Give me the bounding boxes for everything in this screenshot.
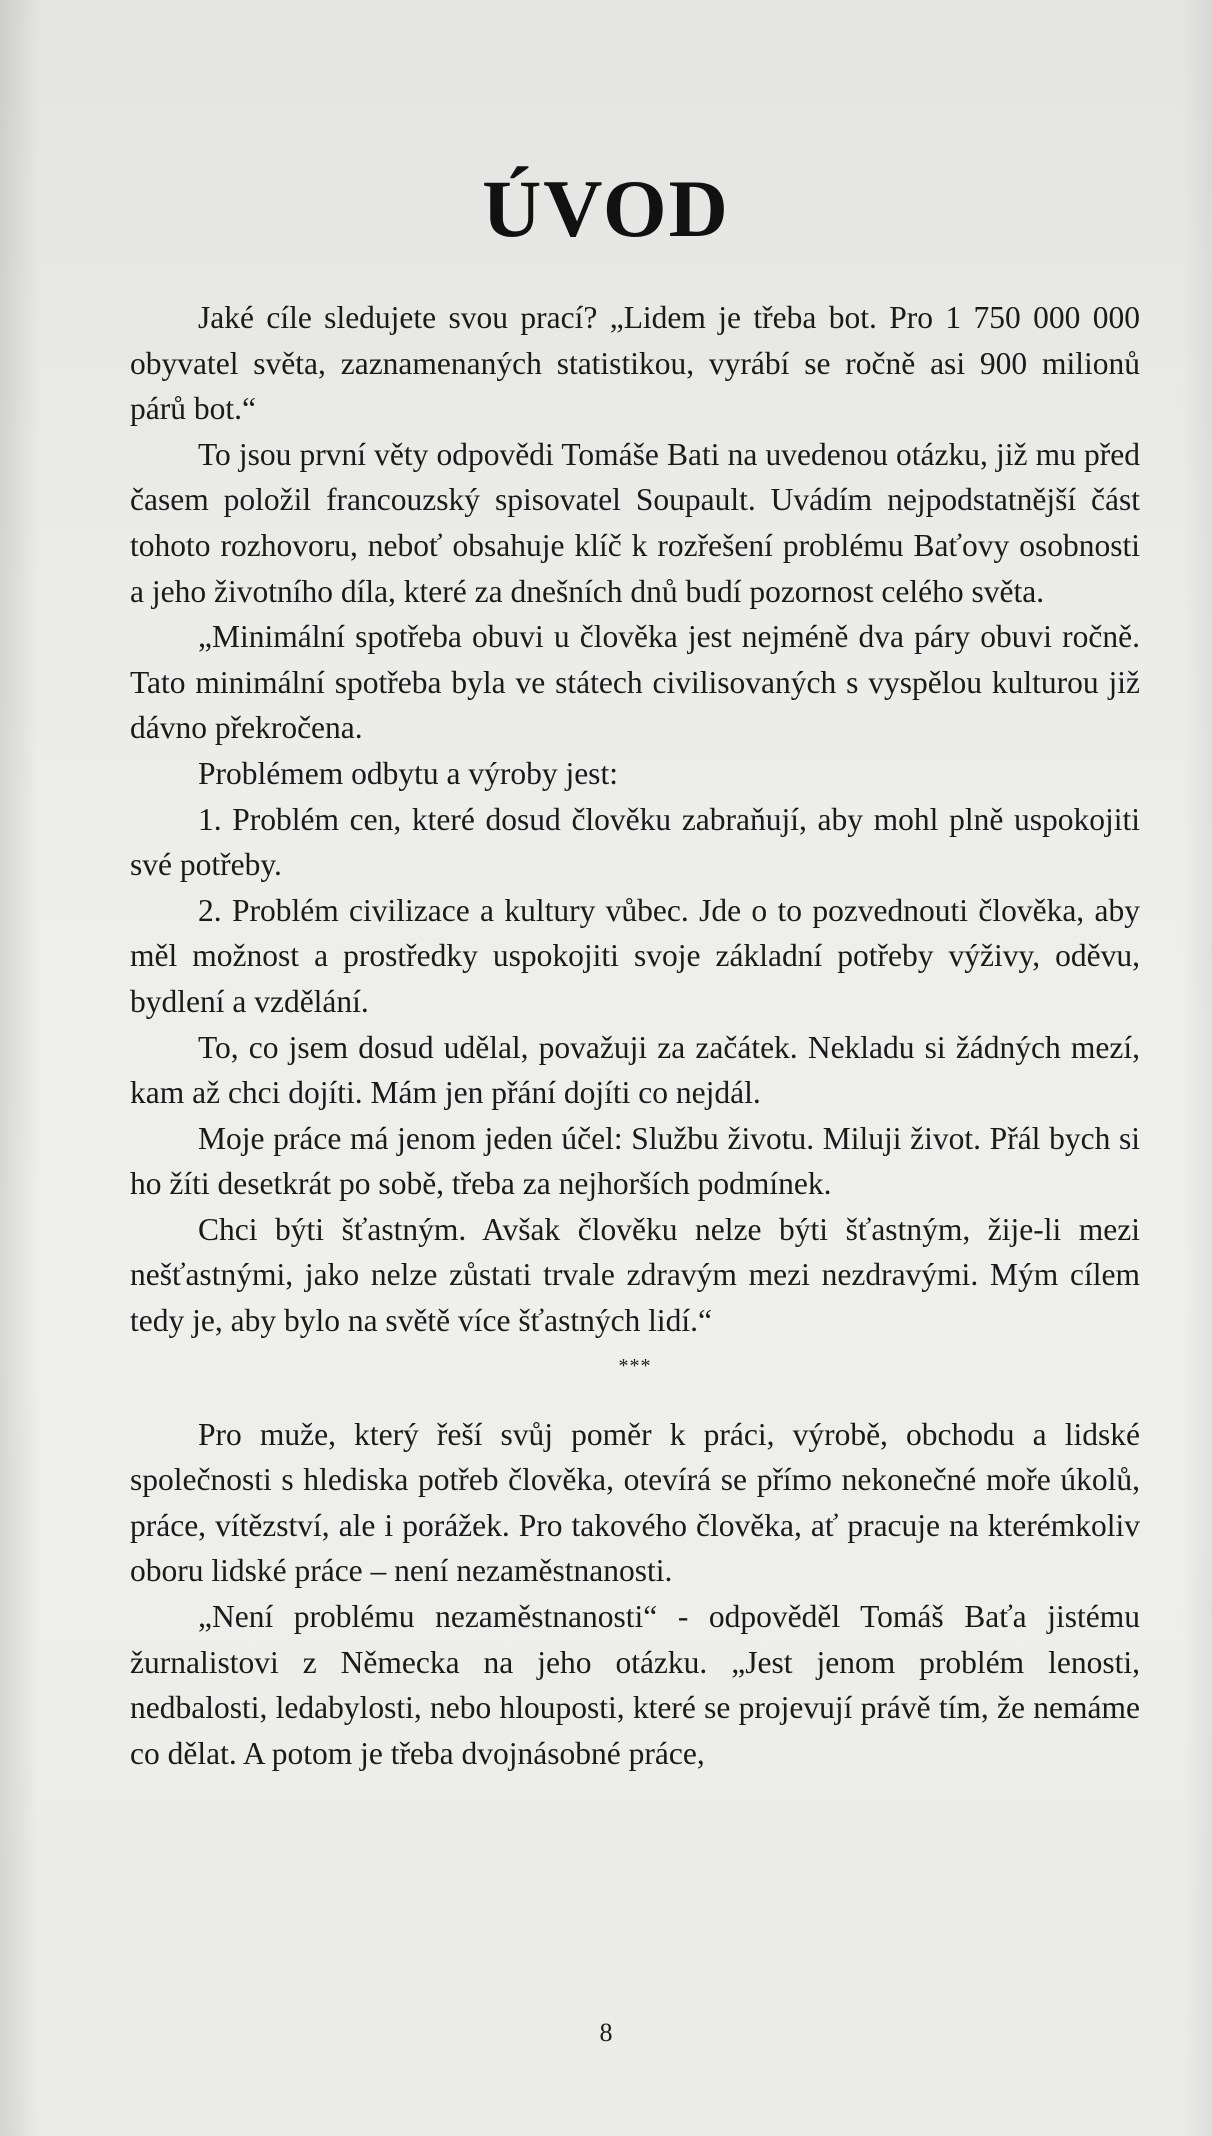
chapter-title: ÚVOD [482,163,730,254]
page-body [130,295,1140,1776]
paragraph: Problémem odbytu a výroby jest: [198,755,618,791]
paragraph: Pro muže, který řeší svůj poměr k práci, výrobě, obchodu a lidské společnosti s hlediska potřeb člověka, otevírá se přímo nekonečné moře úkolů, práce, vítězství, ale i porážek. Pro takového člověka, ať pracuje na kterémkoliv oboru lidské práce – není nezaměstnanosti. [130,1416,1140,1589]
paragraph: To jsou první věty odpovědi Tomáše Bati na uvedenou otázku, již mu před časem položil francouzský spisovatel Soupault. Uvádím nejpodstatnější část tohoto rozhovoru, neboť obsahuje klíč k rozřešení problému Baťovy osobnosti a jeho životního díla, které za dnešních dnů budí pozornost celého světa. [130,436,1140,609]
paragraph: Moje práce má jenom jeden účel: Službu životu. Miluji život. Přál bych si ho žíti desetkrát po sobě, třeba za nejhorších podmínek. [130,1120,1140,1202]
paragraph: Jaké cíle sledujete svou prací? „Lidem je třeba bot. Pro 1 750 000 000 obyvatel světa, zaznamenaných statistikou, vyrábí se ročně asi 900 milionů párů bot.“ [130,300,1140,427]
page-number: 8 [599,2018,613,2047]
paragraph: „Není problému nezaměstnanosti“ - odpověděl Tomáš Baťa jistému žurnalistovi z Německa na jeho otázku. „Jest jenom problém lenosti, nedbalosti, ledabylosti, nebo hlouposti, které se projevují právě tím, že nemáme co dělat. A potom je třeba dvojnásobné práce, [130,1599,1140,1771]
paragraph: To, co jsem dosud udělal, považuji za začátek. Nekladu si žádných mezí, kam až chci dojíti. Mám jen přání dojíti co nejdál. [130,1029,1140,1111]
paragraph: „Minimální spotřeba obuvi u člověka jest nejméně dva páry obuvi ročně. Tato minimální spotřeba byla ve státech civilisovaných s vyspělou kulturou již dávno překročena. [130,619,1140,746]
paragraph: 1. Problém cen, které dosud člověku zabraňují, aby mohl plně uspokojiti své potřeby. [130,801,1140,883]
section-separator: *** [618,1354,652,1377]
paragraph: 2. Problém civilizace a kultury vůbec. Jde o to pozvednouti člověka, aby měl možnost a prostředky uspokojiti svoje základní potřeby výživy, oděvu, bydlení a vzdělání. [130,892,1140,1019]
paragraph: Chci býti šťastným. Avšak člověku nelze býti šťastným, žije-li mezi nešťastnými, jako nelze zůstati trvale zdravým mezi nezdravými. Mým cílem tedy je, aby bylo na světě více šťastných lidí.“ [130,1211,1140,1339]
